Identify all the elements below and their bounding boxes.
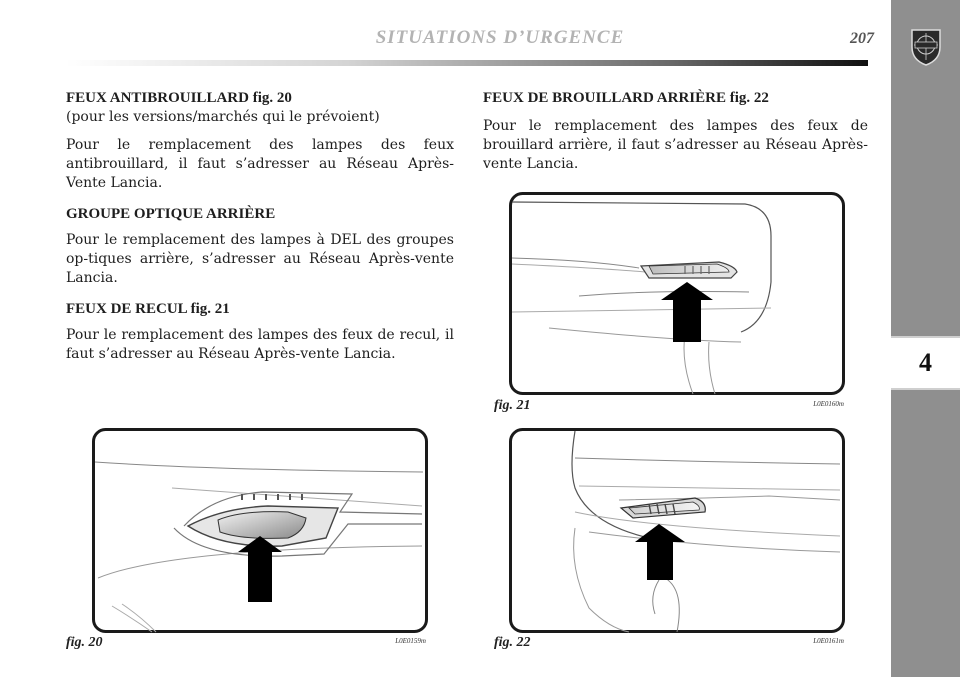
lancia-logo-icon: [908, 27, 944, 67]
section-body-rear-light-cluster: Pour le remplacement des lampes à DEL des groupes op-tiques arrière, s’adresser au Réseau Après-vente Lancia.: [66, 232, 454, 286]
section-body-front-fog-lights: Pour le remplacement des lampes des feux antibrouillard, il faut s’adresser au Réseau Après-Vente Lancia.: [66, 137, 454, 191]
figure-21-illustration: [509, 192, 845, 395]
header-rule: [66, 60, 868, 66]
chapter-tab[interactable]: 4: [891, 336, 960, 390]
figure-20-caption: fig. 20: [66, 635, 103, 650]
figure-20-code: L0E0159m: [395, 637, 426, 645]
section-title-rear-light-cluster: GROUPE OPTIQUE ARRIÈRE: [66, 206, 276, 222]
section-body-rear-fog-lights: Pour le remplacement des lampes des feux de brouillard arrière, il faut s’adresser au Réseau Après-vente Lancia.: [483, 118, 868, 172]
section-note-versions: (pour les versions/marchés qui le prévoient): [66, 109, 380, 125]
figure-22-code: L0E0161m: [813, 637, 844, 645]
figure-21-caption: fig. 21: [494, 398, 531, 413]
figure-22-caption: fig. 22: [494, 635, 531, 650]
right-text-column: [483, 89, 868, 174]
figure-21-code: L0E0160m: [813, 400, 844, 408]
section-body-reverse-lights: Pour le remplacement des lampes des feux de recul, il faut s’adresser au Réseau Après-vente Lancia.: [66, 327, 454, 362]
left-text-column: [66, 89, 454, 364]
section-title-reverse-lights: FEUX DE RECUL fig. 21: [66, 301, 230, 317]
figure-20-illustration: [92, 428, 428, 633]
page-number: 207: [850, 30, 874, 47]
section-title-front-fog-lights: FEUX ANTIBROUILLARD fig. 20: [66, 90, 292, 106]
section-title-rear-fog-lights: FEUX DE BROUILLARD ARRIÈRE fig. 22: [483, 90, 769, 106]
page-header-title: SITUATIONS D’URGENCE: [375, 27, 625, 48]
figure-22-illustration: [509, 428, 845, 633]
